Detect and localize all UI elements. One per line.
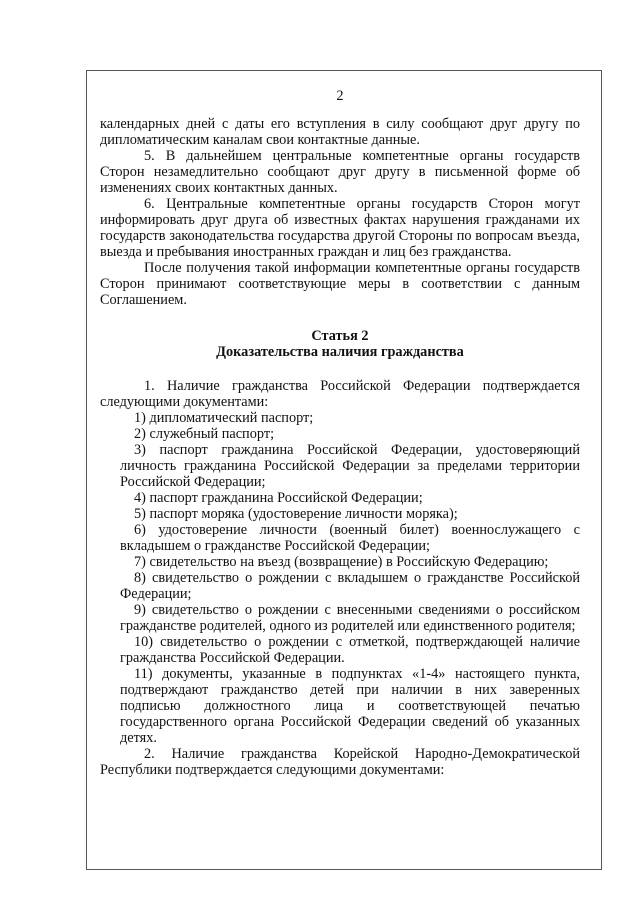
- list-item: 7) свидетельство на въезд (возвращение) в Российскую Федерацию;: [134, 554, 549, 570]
- paragraph-5: 5. В дальнейшем центральные компетентные органы государств Сторон незамедлительно сообщают друг другу в письменной форме об изменениях своих контактных данных.: [100, 148, 580, 196]
- article-title: Доказательства наличия гражданства: [216, 344, 464, 360]
- article-number: Статья 2: [311, 328, 369, 344]
- list-item: 5) паспорт моряка (удостоверение личности моряка);: [134, 506, 458, 522]
- paragraph-continuation: календарных дней с даты его вступления в силу сообщают друг другу по дипломатическим каналам свои контактные данные.: [100, 116, 580, 148]
- list-item: 11) документы, указанные в подпунктах «1-4» настоящего пункта, подтверждают гражданство детей при наличии в них заверенных подписью должностного лица и соответствующей печатью государственного органа Российской Федерации сведений об указанных детях.: [120, 666, 580, 746]
- list-item: 2) служебный паспорт;: [134, 426, 275, 442]
- list-item: 3) паспорт гражданина Российской Федерации, удостоверяющий личность гражданина Российской Федерации за пределами территории Российской Федерации;: [120, 442, 580, 490]
- paragraph-measures: После получения такой информации компетентные органы государств Сторон принимают соответствующие меры в соответствии с данным Соглашением.: [100, 260, 580, 308]
- list-item: 1) дипломатический паспорт;: [134, 410, 314, 426]
- section-1-intro: 1. Наличие гражданства Российской Федерации подтверждается следующими документами:: [100, 378, 580, 410]
- list-item: 8) свидетельство о рождении с вкладышем о гражданстве Российской Федерации;: [120, 570, 580, 602]
- section-2-intro: 2. Наличие гражданства Корейской Народно-Демократической Республики подтверждается следующими документами:: [100, 746, 580, 778]
- list-item: 10) свидетельство о рождении с отметкой, подтверждающей наличие гражданства Российской Федерации.: [120, 634, 580, 666]
- document-page: [100, 80, 580, 778]
- paragraph-6: 6. Центральные компетентные органы государств Сторон могут информировать друг друга об известных фактах нарушения гражданами их государств законодательства государства другой Стороны по вопросам въезда, выезда и пребывания иностранных граждан и лиц без гражданства.: [100, 196, 580, 260]
- page-number: 2: [336, 88, 344, 104]
- list-item: 4) паспорт гражданина Российской Федерации;: [134, 490, 423, 506]
- section-1-list: [100, 410, 580, 746]
- list-item: 6) удостоверение личности (военный билет) военнослужащего с вкладышем о гражданстве Российской Федерации;: [120, 522, 580, 554]
- list-item: 9) свидетельство о рождении с внесенными сведениями о российском гражданстве родителей, одного из родителей или единственного родителя;: [120, 602, 580, 634]
